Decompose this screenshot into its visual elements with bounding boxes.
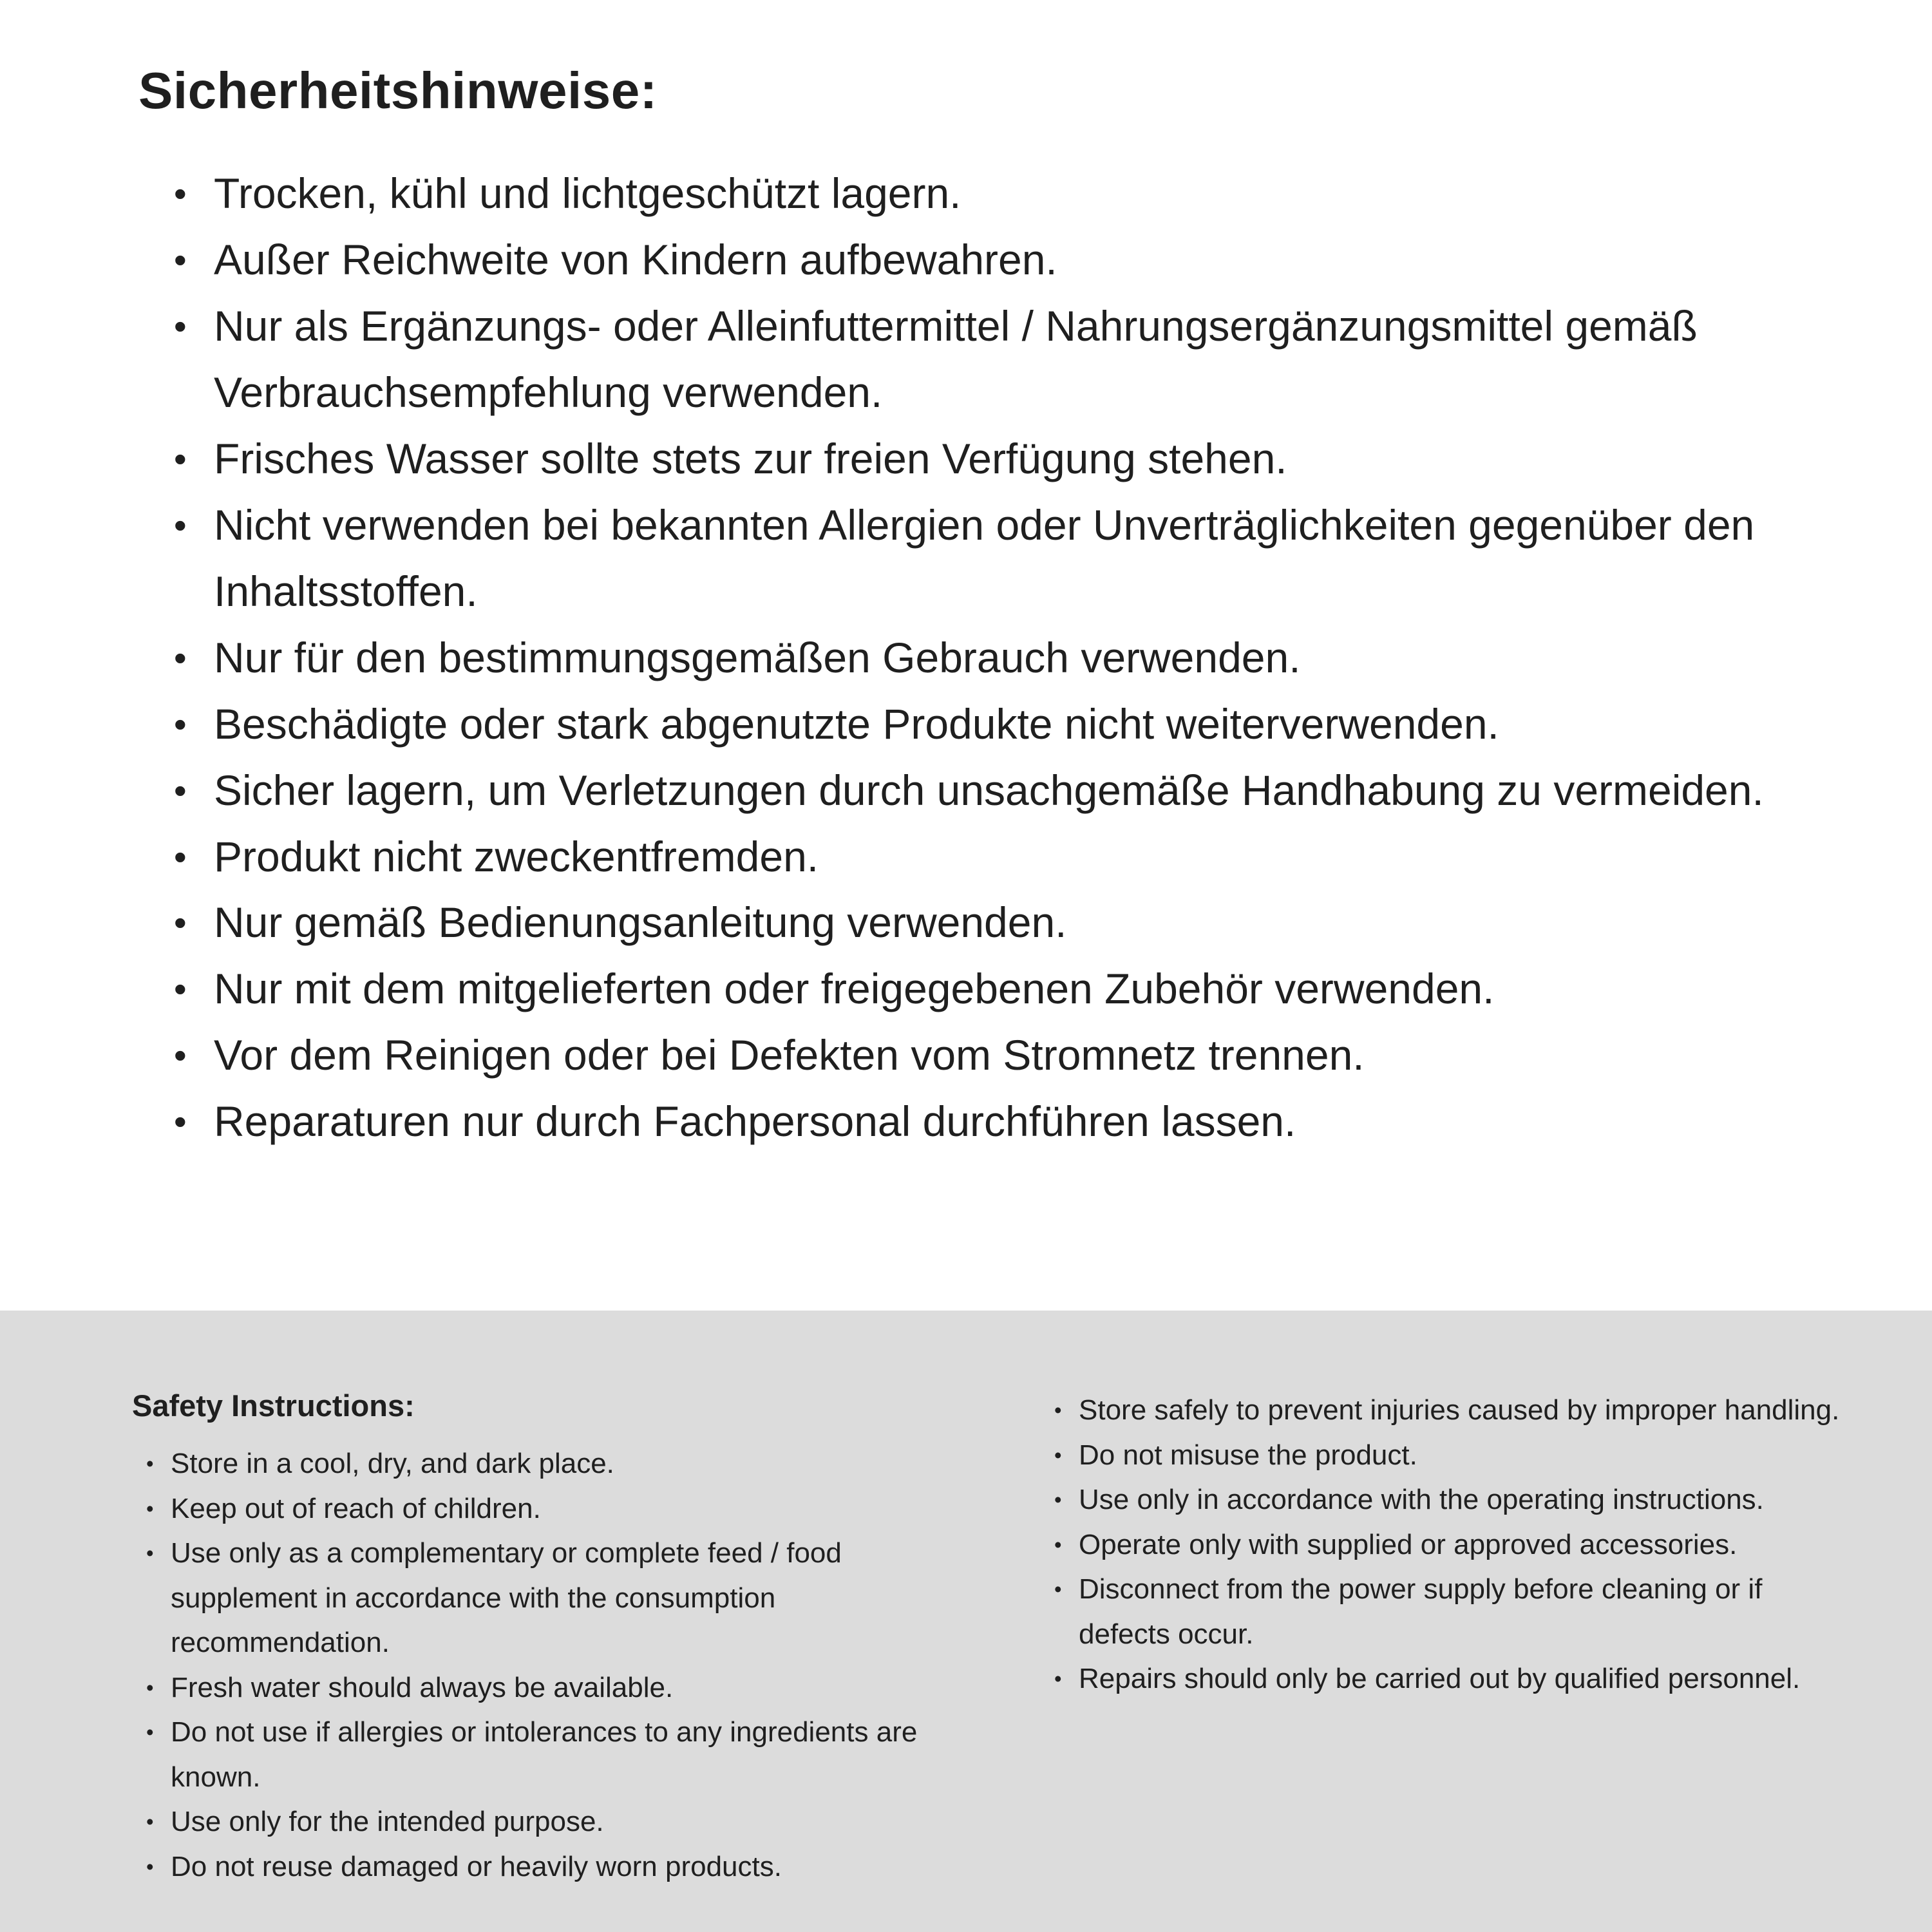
list-item: • Trocken, kühl und lichtgeschützt lagern. — [174, 160, 1816, 227]
list-item: • Operate only with supplied or approved accessories. — [1054, 1522, 1852, 1567]
list-item: • Nicht verwenden bei bekannten Allergien oder Unverträglichkeiten gegenüber den Inhaltsstoffen. — [174, 492, 1816, 625]
list-item: • Repairs should only be carried out by qualified personnel. — [1054, 1656, 1852, 1701]
list-item: • Disconnect from the power supply before cleaning or if defects occur. — [1054, 1567, 1852, 1656]
list-item: • Nur mit dem mitgelieferten oder freigegebenen Zubehör verwenden. — [174, 956, 1816, 1022]
list-item: • Do not misuse the product. — [1054, 1433, 1852, 1478]
list-item: • Store in a cool, dry, and dark place. — [146, 1441, 989, 1486]
list-item: • Nur gemäß Bedienungsanleitung verwenden. — [174, 889, 1816, 956]
list-item: • Nur für den bestimmungsgemäßen Gebrauch verwenden. — [174, 625, 1816, 691]
list-item: • Nur als Ergänzungs- oder Alleinfuttermittel / Nahrungsergänzungsmittel gemäß Verbrauchsempfehlung verwenden. — [174, 293, 1816, 426]
english-left-column — [132, 1388, 989, 1889]
german-section-title: Sicherheitshinweise: — [138, 62, 658, 119]
list-item: • Keep out of reach of children. — [146, 1486, 989, 1531]
list-item: • Beschädigte oder stark abgenutzte Produkte nicht weiterverwenden. — [174, 691, 1816, 757]
english-safety-list-right — [1040, 1388, 1852, 1701]
list-item: • Frisches Wasser sollte stets zur freien Verfügung stehen. — [174, 426, 1816, 492]
english-safety-list-left — [132, 1441, 989, 1889]
list-item: • Produkt nicht zweckentfremden. — [174, 824, 1816, 890]
english-safety-section — [0, 1311, 1932, 1932]
list-item: • Store safely to prevent injuries caused by improper handling. — [1054, 1388, 1852, 1433]
list-item: • Vor dem Reinigen oder bei Defekten vom Stromnetz trennen. — [174, 1022, 1816, 1088]
list-item: • Use only as a complementary or complete feed / food supplement in accordance with the consumption recommendation. — [146, 1531, 989, 1665]
list-item: • Sicher lagern, um Verletzungen durch unsachgemäße Handhabung zu vermeiden. — [174, 757, 1816, 824]
list-item: • Use only for the intended purpose. — [146, 1799, 989, 1844]
list-item: • Reparaturen nur durch Fachpersonal durchführen lassen. — [174, 1088, 1816, 1155]
list-item: • Do not use if allergies or intolerances to any ingredients are known. — [146, 1710, 989, 1799]
list-item: • Do not reuse damaged or heavily worn products. — [146, 1844, 989, 1889]
english-section-title: Safety Instructions: — [132, 1388, 415, 1423]
list-item: • Use only in accordance with the operating instructions. — [1054, 1477, 1852, 1522]
german-safety-list — [138, 160, 1816, 1155]
list-item: • Außer Reichweite von Kindern aufbewahren. — [174, 227, 1816, 293]
list-item: • Fresh water should always be available. — [146, 1665, 989, 1710]
english-right-column — [1040, 1388, 1852, 1701]
